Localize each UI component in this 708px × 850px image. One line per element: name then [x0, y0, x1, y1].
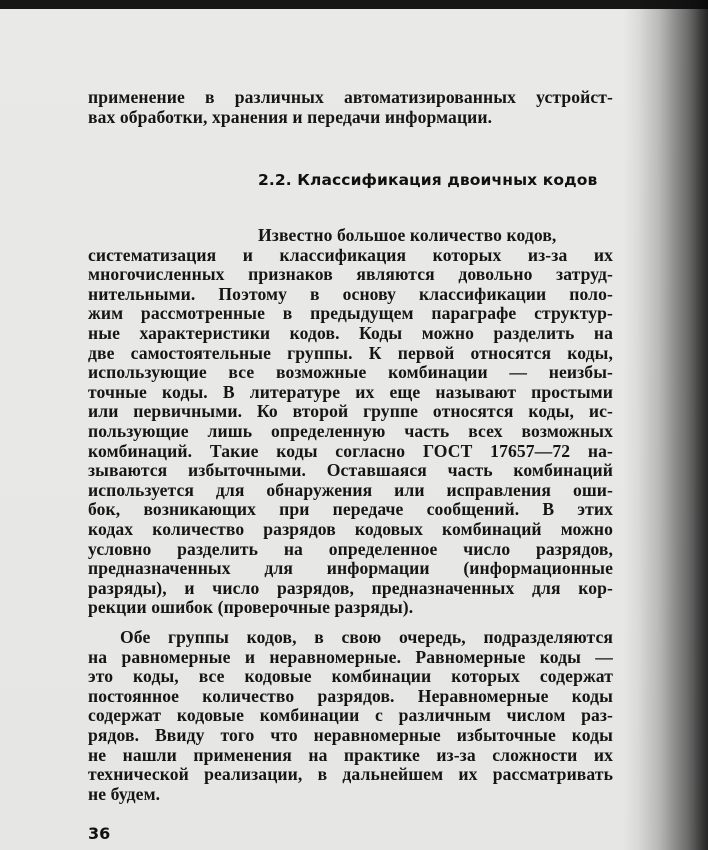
paragraph-line: на равномерные и неравномерные. Равномерные коды — [88, 646, 613, 667]
paragraph-line: кодах количество разрядов кодовых комбинаций можно [88, 518, 613, 539]
intro-text [88, 88, 613, 127]
intro-line: применение в различных автоматизированных устройст- [88, 87, 613, 107]
paragraph-line: постоянное количество разрядов. Неравномерные коды [88, 685, 613, 706]
paragraph-2 [88, 628, 613, 804]
paragraph-line: содержат кодовые комбинации с различным числом раз- [88, 705, 613, 726]
section-heading: 2.2. Классификация двоичных кодов [258, 171, 598, 189]
paragraph-line: рекции ошибок (проверочные разряды). [88, 597, 414, 618]
paragraph-line: многочисленных признаков являются довольно затруд- [88, 264, 613, 285]
paragraph-line: это коды, все кодовые комбинации которых содержат [88, 666, 613, 687]
page-top-edge [0, 0, 708, 9]
paragraph-line: точные коды. В литературе их еще называют простыми [88, 381, 613, 402]
paragraph-line: технической реализации, в дальнейшем их рассматривать [88, 764, 613, 785]
intro-line: вах обработки, хранения и передачи информации. [88, 106, 493, 127]
paragraph-line: зываются избыточными. Оставшаяся часть комбинаций [88, 460, 613, 481]
binding-shadow [638, 0, 708, 850]
paragraph-line: жим рассмотренные в предыдущем параграфе структур- [88, 303, 613, 324]
paragraph-line: Обе группы кодов, в свою очередь, подразделяются [120, 627, 613, 647]
paragraph-line: бок, возникающих при передаче сообщений. В этих [88, 499, 613, 520]
paragraph-line: комбинаций. Такие коды согласно ГОСТ 17657—72 на- [88, 440, 613, 461]
paragraph-line: или первичными. Ко второй группе относятся коды, ис- [88, 401, 613, 422]
paragraph-line: нительными. Поэтому в основу классификации поло- [88, 283, 613, 304]
paragraph-line: ные характеристики кодов. Коды можно разделить на [88, 322, 613, 343]
paragraph-line: пользующие лишь определенную часть всех возможных [88, 420, 613, 441]
paragraph-line: не нашли применения на практике из-за сложности их [88, 744, 613, 765]
paragraph-line: не будем. [88, 783, 161, 804]
paragraph-line: Известно большое количество кодов, [258, 225, 557, 245]
paragraph-line: рядов. Ввиду того что неравномерные избыточные коды [88, 724, 613, 745]
paragraph-line: используется для обнаружения или исправления оши- [88, 479, 613, 500]
paragraph-line: условно разделить на определенное число разрядов, [88, 538, 613, 559]
paragraph-line: предназначенных для информации (информационные [88, 558, 613, 579]
page-number: 36 [88, 824, 111, 843]
paragraph-line: систематизация и классификация которых из-за их [88, 244, 613, 265]
paragraph-1 [88, 226, 613, 618]
paragraph-line: разряды), и число разрядов, предназначенных для кор- [88, 577, 613, 598]
paragraph-line: использующие все возможные комбинации — неизбы- [88, 362, 613, 383]
paragraph-line: две самостоятельные группы. К первой относятся коды, [88, 342, 613, 363]
